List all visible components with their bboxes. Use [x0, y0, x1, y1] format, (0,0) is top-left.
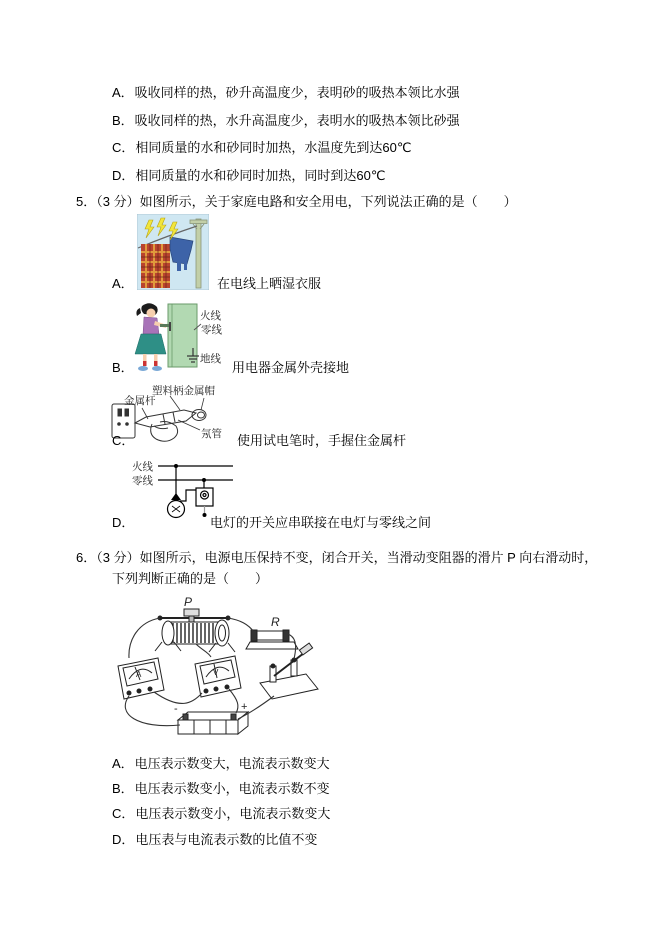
q4-option-c: [112, 140, 411, 155]
q6-option-c: [112, 806, 330, 821]
option-letter: B．: [112, 113, 134, 128]
option-letter: A．: [112, 85, 134, 100]
q4-option-d: [112, 168, 385, 183]
neutral-wire-label: 零线: [201, 324, 222, 336]
q6-stem-line2: 下列判断正确的是（ ）: [112, 571, 269, 586]
option-text: 相同质量的水和砂同时加热，同时到达60℃: [135, 168, 386, 183]
option-letter: D．: [112, 168, 135, 183]
option-letter: A．: [112, 756, 134, 771]
lamp-switch-circuit-figure: [130, 456, 236, 520]
q4-option-a: [112, 85, 460, 100]
option-letter: D．: [112, 832, 135, 847]
neon-tube-label: 氖管: [201, 428, 222, 440]
live-wire-label: 火线: [132, 461, 153, 473]
option-text: 吸收同样的热，水升高温度少，表明水的吸热本领比砂强: [134, 113, 460, 128]
metal-rod-label: 金属杆: [124, 395, 156, 407]
battery-plus: +: [241, 701, 248, 713]
q5-option-b-letter: B．: [112, 360, 134, 375]
ground-wire-label: 地线: [200, 353, 221, 365]
q5-option-c-letter: C．: [112, 433, 135, 448]
q5-option-c-text: 使用试电笔时，手握住金属杆: [237, 433, 407, 448]
battery: [178, 712, 248, 734]
option-text: 吸收同样的热，砂升高温度少，表明砂的吸热本领比水强: [134, 85, 460, 100]
q4-option-b: [112, 113, 460, 128]
q5-option-b-text: 用电器金属外壳接地: [232, 360, 350, 375]
ammeter-letter: A: [136, 670, 142, 679]
resistor-label: R: [271, 615, 280, 629]
q6-option-d: [112, 832, 317, 847]
option-letter: C．: [112, 140, 135, 155]
sliding-rheostat: [155, 609, 235, 652]
girl-figure: [135, 303, 169, 371]
q6-option-b: [112, 781, 330, 796]
live-wire-label: 火线: [200, 310, 221, 322]
plaid-cloth: [141, 244, 170, 288]
neutral-wire-label: 零线: [132, 475, 153, 487]
q6-option-a: [112, 756, 330, 771]
option-text: 电压表示数变大，电流表示数变大: [134, 756, 330, 771]
q5-stem: 5．（3 分）如图所示，关于家庭电路和安全用电，下列说法正确的是（ ）: [76, 194, 517, 209]
test-pen: [135, 410, 206, 428]
appliance-cabinet: [168, 304, 197, 367]
option-text: 电压表示数变小，电流表示数不变: [134, 781, 330, 796]
rheostat-circuit-figure: [98, 596, 378, 746]
q5-option-d-text: 电灯的开关应串联接在电灯与零线之间: [210, 515, 432, 530]
knife-switch: [260, 643, 318, 699]
option-letter: C．: [112, 806, 135, 821]
option-text: 电压表示数变小，电流表示数变大: [135, 806, 331, 821]
q5-option-a-letter: A．: [112, 276, 134, 291]
voltmeter-letter: V: [213, 668, 219, 677]
battery-minus: -: [174, 703, 178, 715]
grounded-appliance-figure: [130, 300, 234, 374]
q5-option-a-text: 在电线上晒湿衣服: [217, 276, 322, 291]
option-letter: B．: [112, 781, 134, 796]
slider-label: P: [184, 596, 193, 609]
clothesline-figure: [137, 214, 209, 290]
option-text: 相同质量的水和砂同时加热，水温度先到达60℃: [135, 140, 412, 155]
resistor: [246, 630, 298, 649]
option-text: 电压表与电流表示数的比值不变: [135, 832, 318, 847]
q5-option-d-letter: D．: [112, 515, 135, 530]
pen-cap-label: 塑料柄金属帽: [152, 385, 215, 397]
q6-stem-line1: 6．（3 分）如图所示，电源电压保持不变，闭合开关，当滑动变阻器的滑片 P 向右滑动时，: [76, 550, 598, 565]
